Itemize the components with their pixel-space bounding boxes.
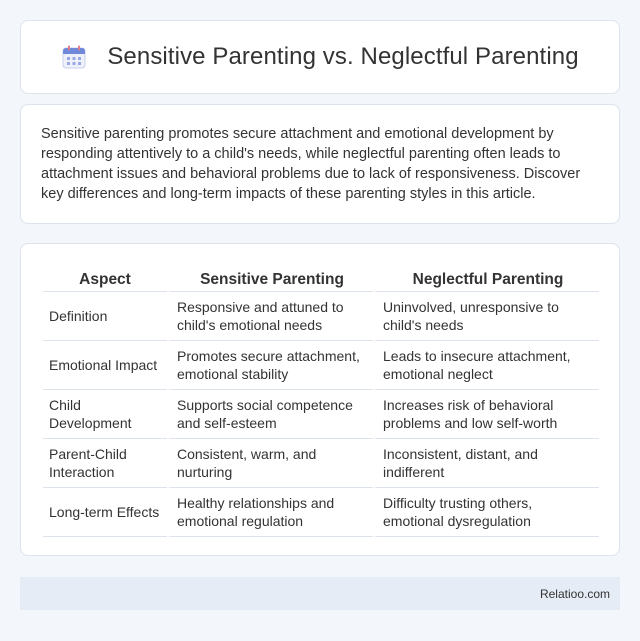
table-row — [43, 488, 599, 537]
intro-card — [20, 104, 620, 224]
sensitive-cell: Responsive and attuned to child's emotional needs — [167, 292, 373, 341]
aspect-cell: Definition — [43, 292, 167, 341]
neglectful-cell: Uninvolved, unresponsive to child's needs — [373, 292, 599, 341]
comparison-table — [43, 266, 599, 537]
sensitive-cell: Supports social competence and self-esteem — [167, 390, 373, 439]
column-header-sensitive: Sensitive Parenting — [167, 266, 373, 292]
column-header-aspect: Aspect — [43, 266, 167, 292]
neglectful-cell: Difficulty trusting others, emotional dysregulation — [373, 488, 599, 537]
aspect-cell: Child Development — [43, 390, 167, 439]
table-row — [43, 390, 599, 439]
table-header-row — [43, 266, 599, 292]
sensitive-cell: Healthy relationships and emotional regulation — [167, 488, 373, 537]
aspect-cell: Emotional Impact — [43, 341, 167, 390]
sensitive-cell: Consistent, warm, and nurturing — [167, 439, 373, 488]
footer-site-link[interactable]: Relatioo.com — [539, 586, 610, 601]
column-header-neglectful: Neglectful Parenting — [373, 266, 599, 292]
footer-bar — [20, 577, 620, 610]
aspect-cell: Parent-Child Interaction — [43, 439, 167, 488]
page-title: Sensitive Parenting vs. Neglectful Parenting — [107, 43, 579, 70]
neglectful-cell: Leads to insecure attachment, emotional neglect — [373, 341, 599, 390]
title-card — [20, 20, 620, 94]
calendar-icon — [61, 44, 87, 70]
table-row — [43, 292, 599, 341]
neglectful-cell: Inconsistent, distant, and indifferent — [373, 439, 599, 488]
table-row — [43, 341, 599, 390]
neglectful-cell: Increases risk of behavioral problems and low self-worth — [373, 390, 599, 439]
sensitive-cell: Promotes secure attachment, emotional stability — [167, 341, 373, 390]
intro-paragraph: Sensitive parenting promotes secure attachment and emotional development by responding attentively to a child's needs, while neglectful parenting often leads to attachment issues and behavioral problems due to lack of responsiveness. Discover key differences and long-term impacts of these parenting styles in this article. — [41, 126, 581, 202]
comparison-card — [20, 243, 620, 556]
table-row — [43, 439, 599, 488]
aspect-cell: Long-term Effects — [43, 488, 167, 537]
